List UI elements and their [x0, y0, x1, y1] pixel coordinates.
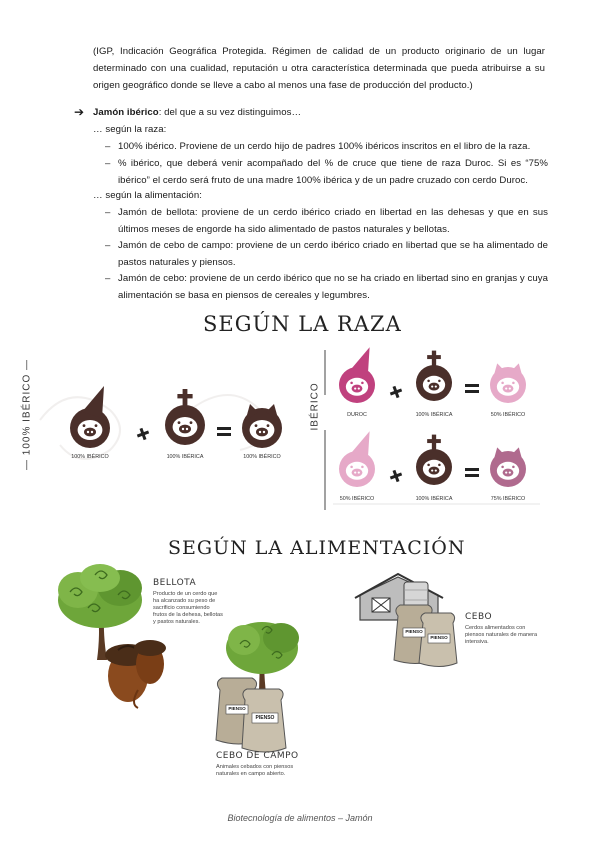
- label-right-bottom-1: 50% IBÉRICO: [339, 496, 375, 502]
- cebo-campo-title: CEBO DE CAMPO: [216, 751, 299, 761]
- alimentacion-item: – Jamón de bellota: proviene de un cerdo ibérico criado en libertad en las dehesas y que en sus últimos meses de engorde ha sido alimentado de pastos naturales y bellotas.: [105, 207, 548, 235]
- label-right-bottom-2: 100% IBÉRICA: [415, 496, 453, 502]
- raza-item: – 100% ibérico. Proviene de un cerdo hijo de padres 100% ibéricos inscritos en el libro de la raza.: [105, 141, 531, 152]
- label-right-bottom-3: 75% IBÉRICO: [490, 496, 526, 502]
- bullet-label: Jamón ibérico: [93, 107, 159, 118]
- bellota-title: BELLOTA: [153, 578, 197, 588]
- label-left-3: 100% IBÉRICO: [243, 454, 281, 460]
- right-vertical-label: IBÉRICO: [309, 382, 321, 431]
- cebo-desc: Cerdos alimentados con piensos naturales de manera intensiva.: [465, 625, 538, 645]
- intro-paragraph: (IGP, Indicación Geográfica Protegida. Régimen de calidad de un producto originario de un lugar determinado con una cualidad, reputación u otra característica determinada que pueda atribuirse a su origen geográfico donde se lleve a cabo al menos una fase de producción del producto.): [93, 46, 545, 91]
- raza-item: – % ibérico, que deberá venir acompañado del % de cruce que tiene de raza Duroc. Si es “75% ibérico” el cerdo será fruto de una madre 100% ibérica y de un padre cruzado con cerdo Duroc.: [105, 158, 548, 186]
- page-footer: Biotecnología de alimentos – Jamón: [227, 813, 373, 823]
- sack-label: PIENSO: [405, 629, 423, 634]
- bullet-rest: : del que a su vez distinguimos…: [158, 107, 302, 118]
- label-left-2: 100% IBÉRICA: [166, 454, 204, 460]
- label-right-top-2: 100% IBÉRICA: [415, 412, 453, 418]
- alimentacion-heading: … según la alimentación:: [93, 190, 202, 201]
- cebo-campo-desc: Animales cebados con piensos naturales en campo abierto.: [216, 764, 294, 777]
- arrow-bullet-icon: ➔: [74, 105, 85, 119]
- figure-raza-title: SEGÚN LA RAZA: [203, 312, 402, 336]
- label-left-1: 100% IBÉRICO: [71, 454, 109, 460]
- left-vertical-label: — 100% IBÉRICO —: [21, 358, 33, 471]
- alimentacion-item: – Jamón de cebo de campo: proviene de un cerdo ibérico criado en libertad que se ha alimentado de pastos naturales y piensos.: [105, 240, 548, 268]
- raza-heading: … según la raza:: [93, 124, 167, 135]
- label-right-top-3: 50% IBÉRICO: [490, 412, 526, 418]
- sack-label: PIENSO: [430, 635, 448, 640]
- alimentacion-item: – Jamón de cebo: proviene de un cerdo ibérico que no se ha criado en libertad sino en granjas y cuya alimentación se basa en piensos de cereales y legumbres.: [105, 273, 548, 301]
- label-right-top-1: DUROC: [347, 412, 367, 418]
- bellota-desc: Producto de un cerdo que ha alcanzado su peso de sacrificio consumiendo frutos de la dehesa, bellotas y pastos naturales.: [153, 591, 223, 625]
- cebo-farm-icon: [355, 574, 457, 667]
- sack-label: PIENSO: [255, 715, 275, 721]
- acorn-icon: [105, 640, 166, 708]
- cebo-title: CEBO: [465, 612, 493, 622]
- figure-alimentacion-title: SEGÚN LA ALIMENTACIÓN: [168, 537, 466, 559]
- sack-label: PIENSO: [228, 706, 246, 711]
